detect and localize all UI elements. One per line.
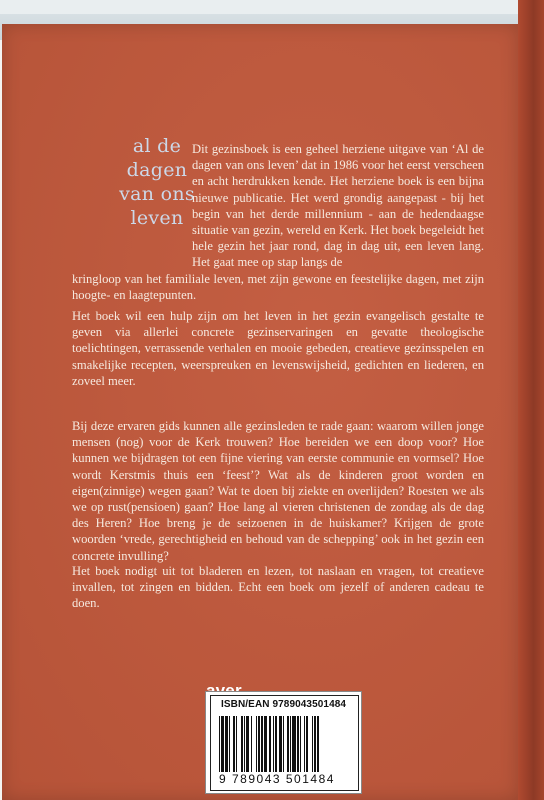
blurb-paragraph-3: Bij deze ervaren gids kunnen alle gezinsleden te rade gaan: waarom willen jonge mensen (nog) voor de Kerk trouwen? Hoe bereiden we een doop voor? Hoe kunnen we bijdragen tot een fijne viering van eerste communie en vormsel? Hoe wordt Kerstmis thuis een ‘feest’? Wat als de kinderen groot worden en eigen(zinnige) wegen gaan? Wat te doen bij ziekte en overlijden? Roesten we als we op rust(pensioen) gaan? Hoe lang al vieren christenen de zondag als de dag des Heren? Hoe breng je de seizoenen in de huiskamer? Krijgen de grote woorden ‘vrede, gerechtigheid en behoud van de schepping’ ook in het gezin een concrete invulling? <box>72 419 484 563</box>
blurb-paragraph-1 <box>72 141 484 303</box>
blurb-paragraph-2: Het boek wil een hulp zijn om het leven in het gezin evangelisch gestalte te geven via allerlei concrete gezinservaringen en gevatte theologische toelichtingen, verrassende verhalen en mooie gebeden, creatieve gezinsspelen en smakelijke recepten, weerspreuken en levenswijsheid, gedichten en liederen, en zoveel meer. <box>72 309 484 388</box>
barcode-bar <box>319 716 321 772</box>
blurb-paragraph-4: Het boek nodigt uit tot bladeren en lezen, tot naslaan en vragen, tot creatieve invallen, tot zingen en bidden. Echt een boek om jezelf of anderen cadeau te doen. <box>72 564 484 611</box>
barcode-digits: 9 789043 501484 <box>219 772 335 786</box>
barcode-frame <box>210 695 359 791</box>
book-spine <box>518 0 544 800</box>
barcode-sticker <box>205 691 362 794</box>
barcode-bars <box>219 716 351 772</box>
isbn-label: ISBN/EAN 9789043501484 <box>221 699 347 710</box>
blurb-paragraph-1-indented: Dit gezinsboek is een geheel herziene uitgave van ‘Al de dagen van ons leven’ dat in 1986 voor het eerst verscheen en acht herdrukken kende. Het herziene boek is een bijna nieuwe publicatie. Het werd grondig aangepast - bij het begin van het derde millennium - aan de hedendaagse situatie van gezin, wereld en Kerk. Het boek begeleidt het hele gezin het jaar rond, dag in dag uit, een leven lang. Het gaat mee op stap langs de <box>192 142 484 270</box>
title-line: dagen <box>126 159 188 181</box>
top-edge-highlight <box>0 0 544 14</box>
title-line: van ons <box>119 183 195 205</box>
title-line: al de <box>132 135 182 157</box>
blurb-paragraph-1-continued: kringloop van het familiale leven, met zijn gewone en feestelijke dagen, met zijn hoogte- en laagtepunten. <box>72 271 484 302</box>
title-line: leven <box>130 207 184 229</box>
